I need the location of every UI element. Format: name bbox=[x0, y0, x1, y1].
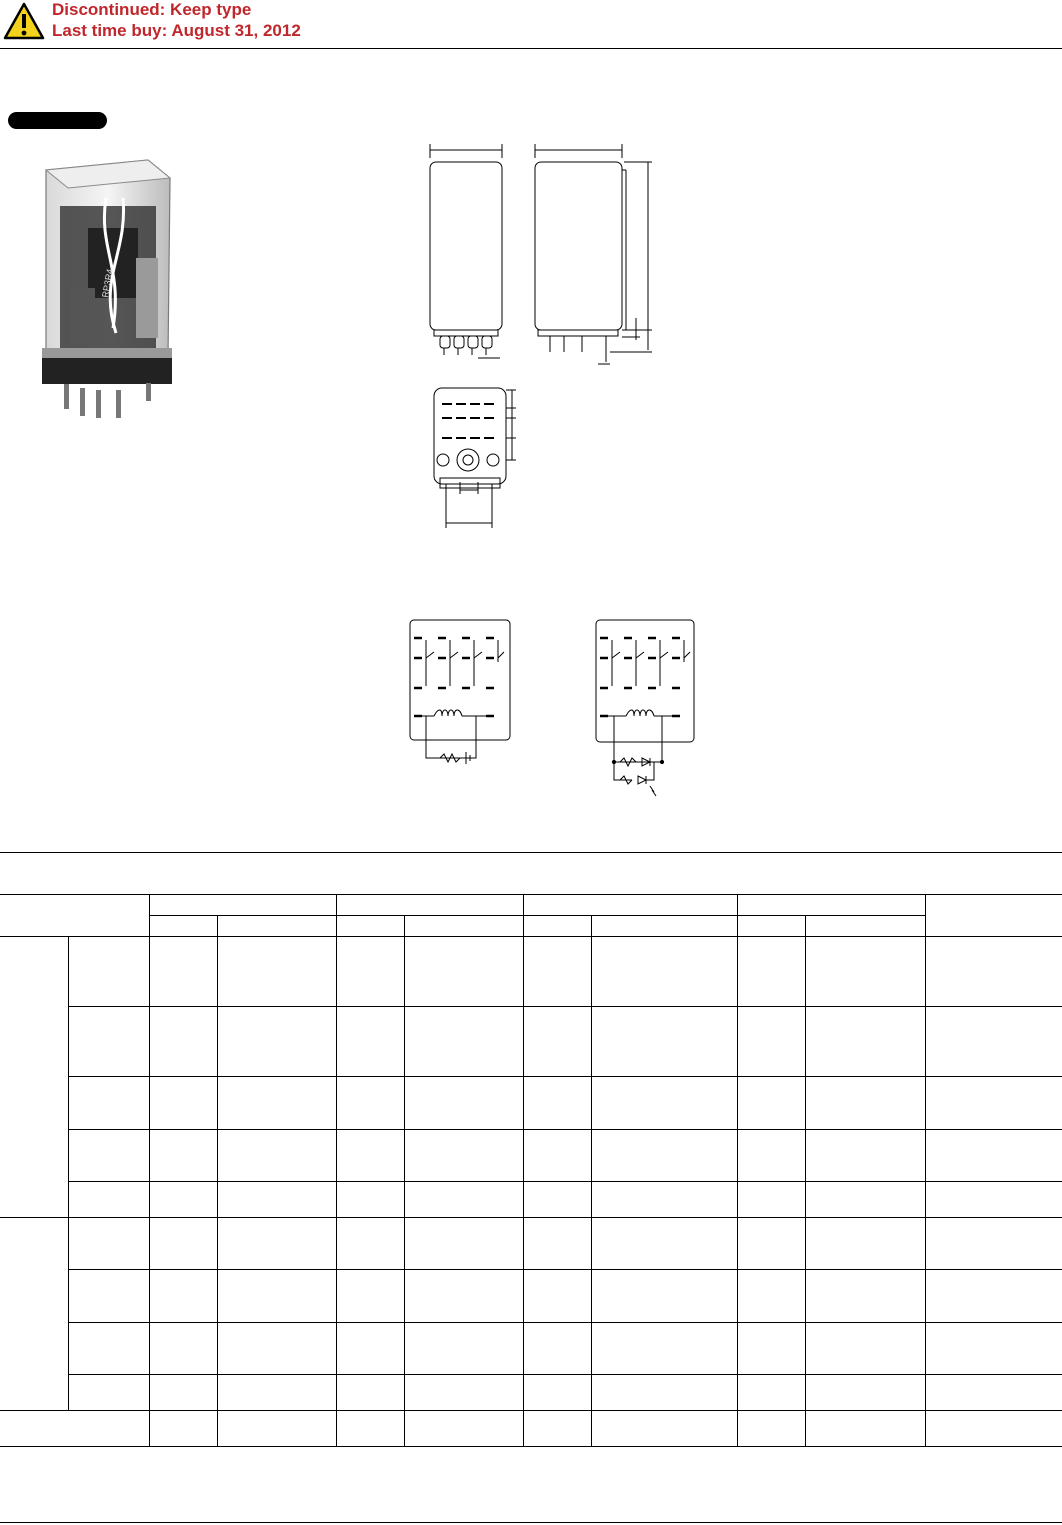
table-cell bbox=[149, 1130, 217, 1182]
relay-schematic-standard bbox=[404, 612, 516, 767]
table-group-cell bbox=[0, 1218, 68, 1411]
table-cell bbox=[523, 1270, 591, 1323]
table-row bbox=[0, 1323, 1062, 1375]
table-cell bbox=[591, 1007, 737, 1077]
table-cell bbox=[149, 895, 336, 916]
table-cell bbox=[523, 1077, 591, 1130]
table-cell bbox=[68, 1270, 149, 1323]
table-cell bbox=[217, 1182, 336, 1218]
table-cell bbox=[404, 1077, 523, 1130]
table-cell bbox=[737, 895, 925, 916]
table-cell bbox=[805, 1375, 925, 1411]
table-cell bbox=[149, 1007, 217, 1077]
table-cell bbox=[737, 916, 805, 937]
table-row bbox=[0, 1182, 1062, 1218]
table-cell bbox=[68, 1077, 149, 1130]
table-cell bbox=[523, 1182, 591, 1218]
table-cell bbox=[925, 1077, 1062, 1130]
table-cell bbox=[523, 1411, 591, 1447]
table-cell bbox=[336, 1007, 404, 1077]
discontinued-notice: Discontinued: Keep type bbox=[52, 0, 252, 19]
table-cell bbox=[805, 1411, 925, 1447]
table-cell bbox=[336, 1077, 404, 1130]
table-row bbox=[0, 1375, 1062, 1411]
table-cell bbox=[591, 1270, 737, 1323]
table-cell bbox=[523, 937, 591, 1007]
svg-text:RP3R4: RP3R4 bbox=[100, 268, 116, 299]
table-cell bbox=[591, 937, 737, 1007]
table-cell bbox=[149, 1375, 217, 1411]
table-cell bbox=[591, 1375, 737, 1411]
table-cell bbox=[737, 1130, 805, 1182]
footer-rule bbox=[0, 1522, 1062, 1523]
table-cell bbox=[523, 1375, 591, 1411]
table-cell bbox=[68, 937, 149, 1007]
table-cell bbox=[336, 1182, 404, 1218]
table-cell bbox=[404, 1375, 523, 1411]
table-cell bbox=[217, 937, 336, 1007]
table-cell bbox=[925, 1323, 1062, 1375]
table-cell bbox=[149, 1411, 217, 1447]
table-cell bbox=[591, 1411, 737, 1447]
table-cell bbox=[737, 937, 805, 1007]
table-cell bbox=[591, 1077, 737, 1130]
relay-product-photo bbox=[28, 158, 188, 423]
table-cell bbox=[925, 1130, 1062, 1182]
table-cell bbox=[68, 1375, 149, 1411]
table-cell bbox=[149, 1182, 217, 1218]
table-row bbox=[0, 1411, 1062, 1447]
table-row bbox=[0, 937, 1062, 1007]
table-cell bbox=[523, 1007, 591, 1077]
table-cell bbox=[925, 1007, 1062, 1077]
table-cell bbox=[523, 1323, 591, 1375]
table-header-row bbox=[0, 895, 1062, 916]
table-cell bbox=[925, 1218, 1062, 1270]
table-cell bbox=[805, 1218, 925, 1270]
table-cell bbox=[404, 1182, 523, 1218]
section-rule bbox=[0, 852, 1062, 853]
table-cell bbox=[805, 1323, 925, 1375]
table-cell bbox=[217, 1077, 336, 1130]
table-cell bbox=[149, 937, 217, 1007]
table-cell bbox=[68, 1218, 149, 1270]
table-cell bbox=[217, 916, 336, 937]
table-cell bbox=[737, 1182, 805, 1218]
table-cell bbox=[68, 1007, 149, 1077]
table-cell bbox=[737, 1323, 805, 1375]
table-cell bbox=[737, 1411, 805, 1447]
warning-icon bbox=[3, 2, 45, 40]
table-cell bbox=[149, 1270, 217, 1323]
table-cell bbox=[149, 1077, 217, 1130]
table-cell bbox=[336, 916, 404, 937]
table-cell bbox=[805, 1270, 925, 1323]
table-cell bbox=[217, 1270, 336, 1323]
table-cell bbox=[805, 937, 925, 1007]
table-cell bbox=[217, 1130, 336, 1182]
table-cell bbox=[217, 1411, 336, 1447]
table-cell bbox=[737, 1077, 805, 1130]
last-buy-date: Last time buy: August 31, 2012 bbox=[52, 21, 301, 40]
table-cell bbox=[404, 1130, 523, 1182]
table-cell bbox=[523, 916, 591, 937]
table-cell bbox=[737, 1007, 805, 1077]
table-cell bbox=[336, 1411, 404, 1447]
table-cell bbox=[68, 1182, 149, 1218]
table-cell bbox=[805, 1007, 925, 1077]
table-cell bbox=[404, 1007, 523, 1077]
table-cell bbox=[591, 916, 737, 937]
table-subheader-row bbox=[0, 916, 1062, 937]
table-cell bbox=[336, 937, 404, 1007]
table-cell bbox=[336, 1375, 404, 1411]
relay-dimension-drawing bbox=[410, 140, 670, 535]
table-cell bbox=[0, 1411, 149, 1447]
table-cell bbox=[217, 1218, 336, 1270]
table-cell bbox=[805, 916, 925, 937]
section-label-pill bbox=[8, 112, 107, 129]
table-cell bbox=[404, 916, 523, 937]
table-cell bbox=[0, 895, 149, 937]
table-cell bbox=[68, 1130, 149, 1182]
table-row bbox=[0, 1130, 1062, 1182]
table-cell bbox=[149, 1323, 217, 1375]
table-cell bbox=[805, 1077, 925, 1130]
table-row bbox=[0, 1077, 1062, 1130]
table-cell bbox=[925, 1375, 1062, 1411]
table-cell bbox=[336, 895, 523, 916]
table-cell bbox=[591, 1218, 737, 1270]
table-cell bbox=[925, 1411, 1062, 1447]
specification-table bbox=[0, 894, 1062, 1447]
table-cell bbox=[217, 1323, 336, 1375]
table-cell bbox=[149, 916, 217, 937]
table-cell bbox=[805, 1182, 925, 1218]
table-cell bbox=[737, 1270, 805, 1323]
table-cell bbox=[68, 1323, 149, 1375]
table-row bbox=[0, 1218, 1062, 1270]
table-cell bbox=[737, 1218, 805, 1270]
table-cell bbox=[925, 937, 1062, 1007]
table-cell bbox=[404, 1218, 523, 1270]
table-cell bbox=[591, 1323, 737, 1375]
table-cell bbox=[523, 895, 737, 916]
table-cell bbox=[404, 1323, 523, 1375]
table-cell bbox=[805, 1130, 925, 1182]
table-cell bbox=[925, 1182, 1062, 1218]
table-row bbox=[0, 1007, 1062, 1077]
relay-schematic-with-led-diode bbox=[590, 612, 702, 807]
table-cell bbox=[336, 1130, 404, 1182]
table-cell bbox=[404, 1411, 523, 1447]
table-cell bbox=[404, 1270, 523, 1323]
table-cell bbox=[925, 1270, 1062, 1323]
table-cell bbox=[404, 937, 523, 1007]
table-cell bbox=[925, 895, 1062, 937]
table-cell bbox=[149, 1218, 217, 1270]
table-cell bbox=[336, 1218, 404, 1270]
table-cell bbox=[336, 1270, 404, 1323]
table-group-cell bbox=[0, 937, 68, 1218]
table-cell bbox=[591, 1130, 737, 1182]
table-cell bbox=[737, 1375, 805, 1411]
table-cell bbox=[336, 1323, 404, 1375]
table-row bbox=[0, 1270, 1062, 1323]
table-cell bbox=[523, 1130, 591, 1182]
table-cell bbox=[217, 1375, 336, 1411]
table-cell bbox=[217, 1007, 336, 1077]
table-cell bbox=[591, 1182, 737, 1218]
header-rule bbox=[0, 48, 1062, 49]
table-cell bbox=[523, 1218, 591, 1270]
